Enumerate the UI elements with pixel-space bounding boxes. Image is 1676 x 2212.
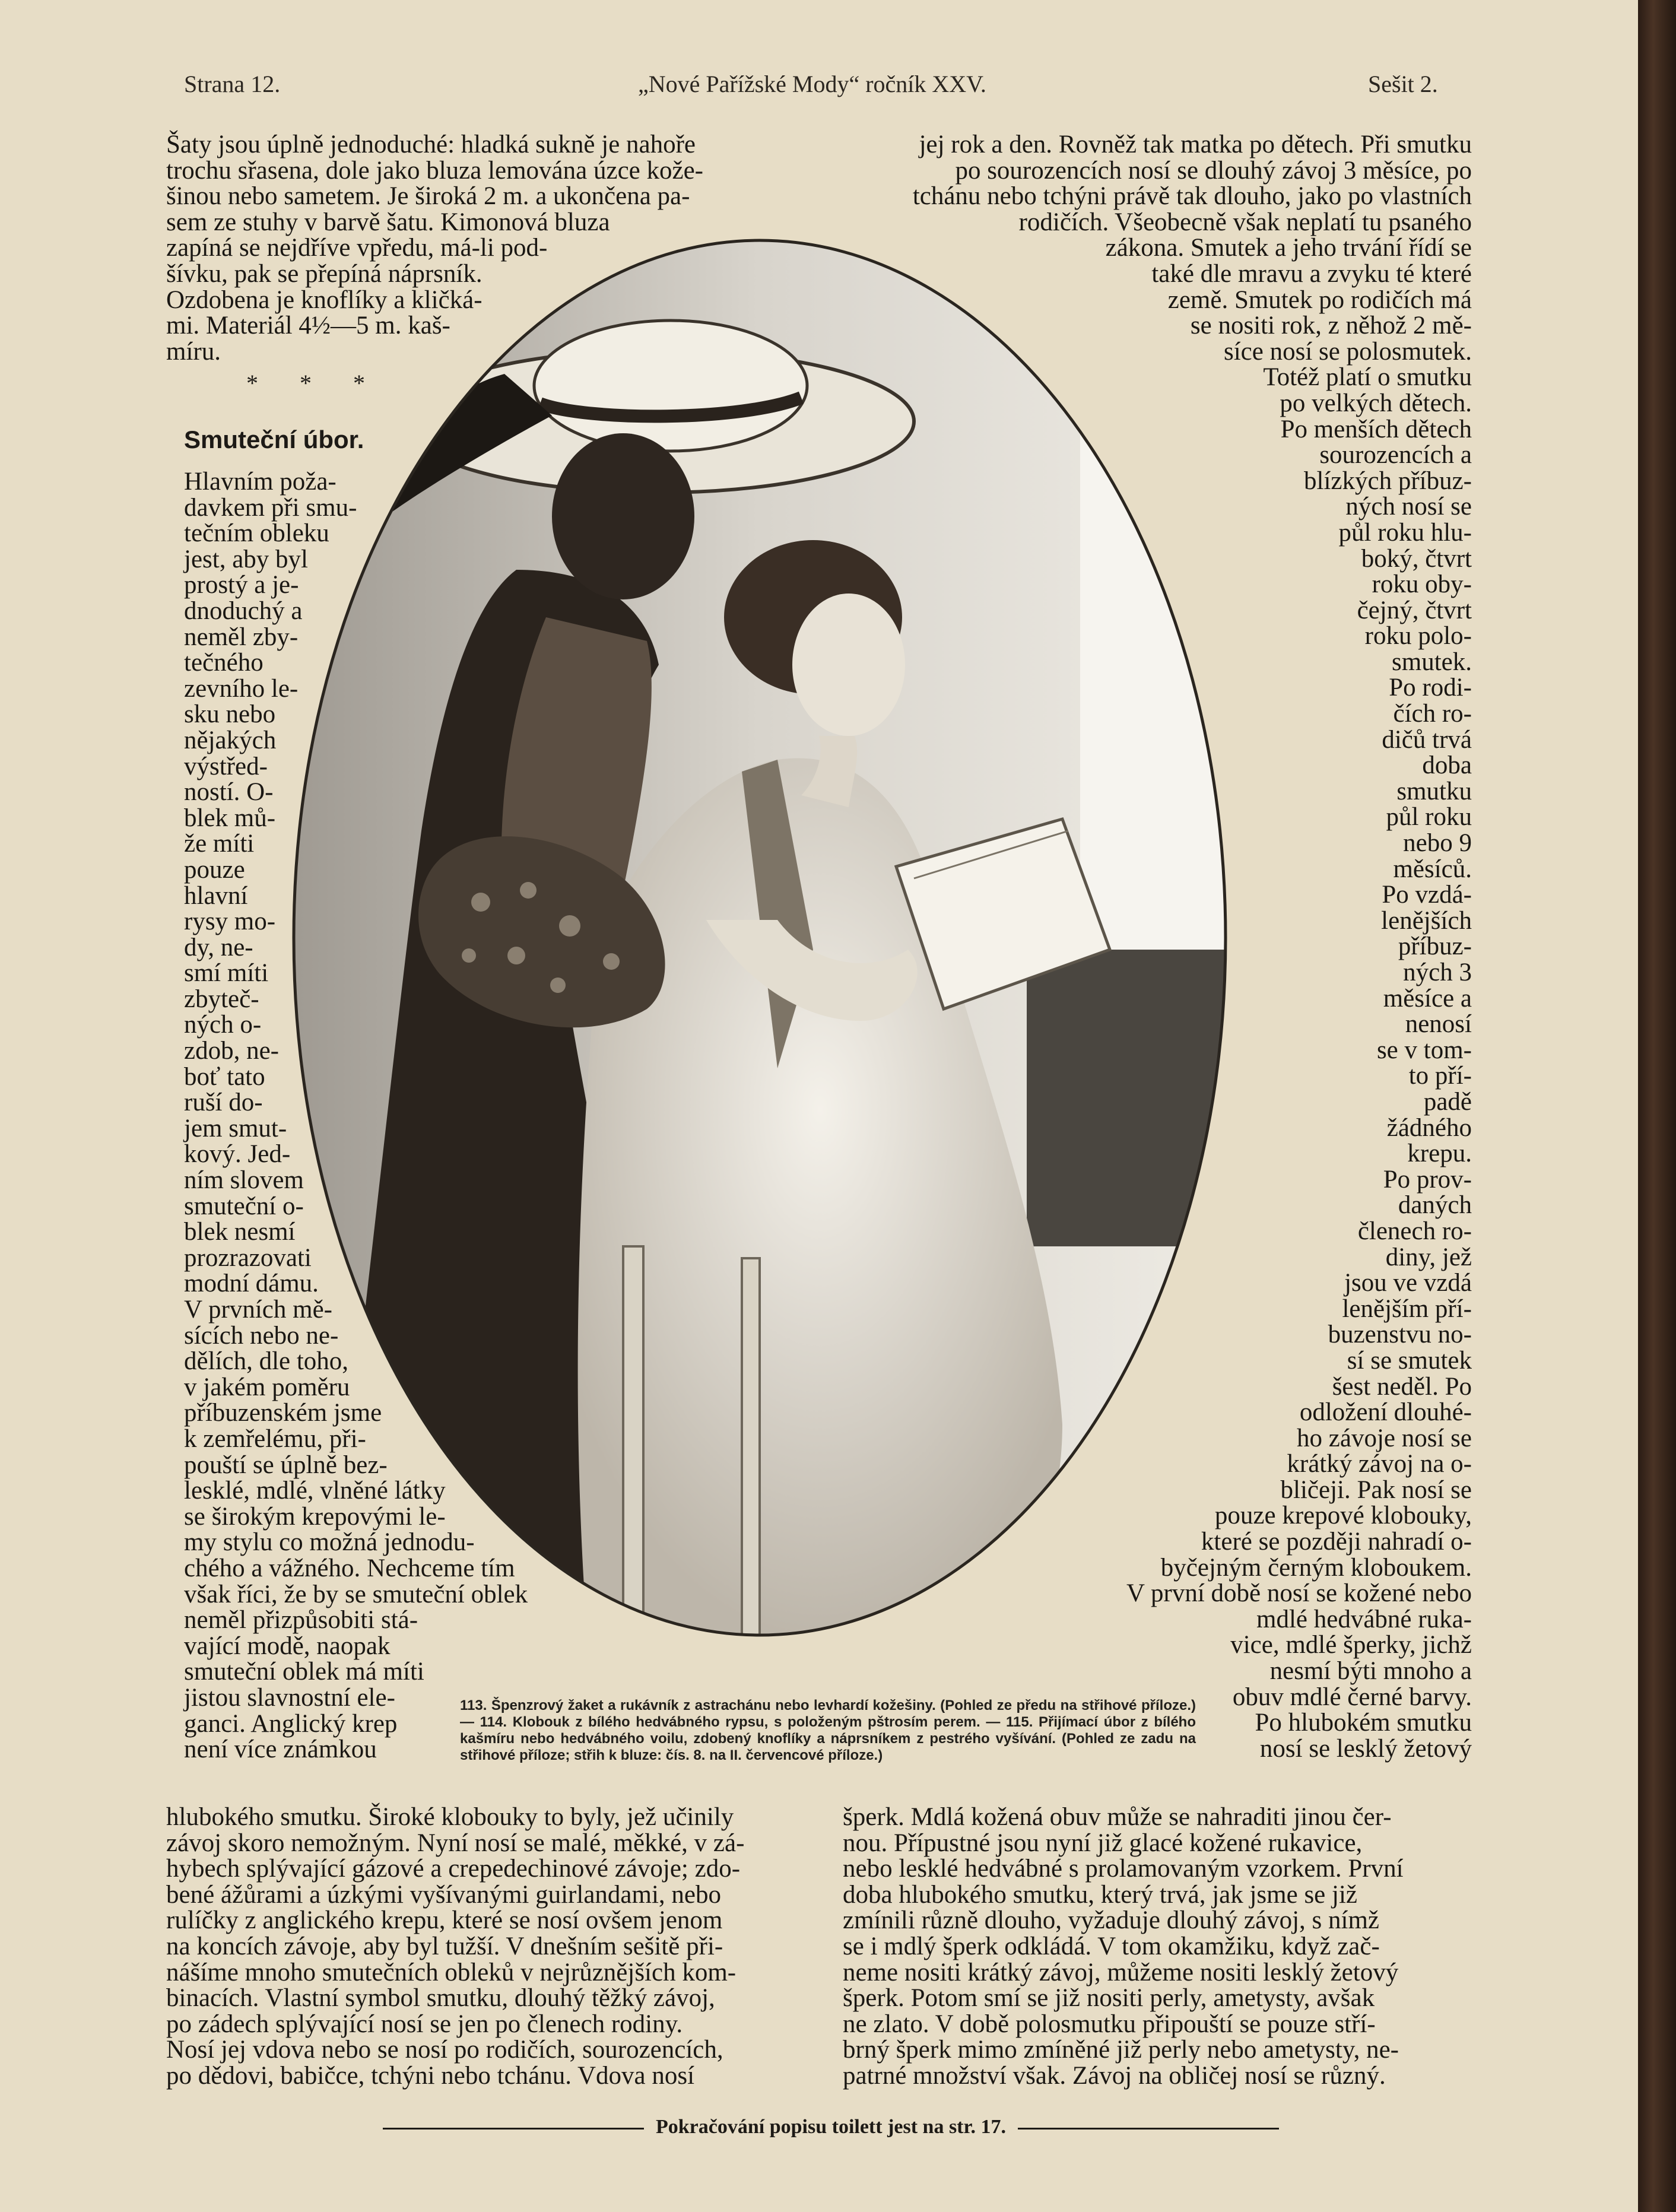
text-line: obuv mdlé černé barvy. (1232, 1683, 1472, 1711)
text-line: dičů trvá (1382, 725, 1472, 754)
text-line: vající modě, naopak (184, 1632, 391, 1660)
text-line: Po vzdá- (1382, 881, 1472, 909)
text-line: blízkých příbuz- (1304, 466, 1472, 495)
text-line: také dle mravu a zvyku té které (1151, 259, 1472, 288)
text-line: krátký závoj na o- (1287, 1450, 1472, 1478)
text-line: výstřed- (184, 752, 268, 780)
section-separator: * * * (246, 370, 383, 396)
text-line: zdob, ne- (184, 1037, 279, 1065)
text-line: bličeji. Pak nosí se (1280, 1475, 1472, 1504)
text-line: měsíců. (1393, 855, 1472, 883)
text-line: sem ze stuhy v barvě šatu. Kimonová bluza (166, 208, 610, 236)
text-line: doba hlubokého smutku, který trvá, jak jsme se již (843, 1880, 1357, 1909)
text-line: ne zlato. V době polosmutku připouští se pouze stří- (843, 2010, 1376, 2038)
text-line: které se později nahradí o- (1201, 1528, 1472, 1556)
text-line: rulíčky z anglického krepu, které se nosí ovšem jenom (166, 1906, 723, 1935)
text-line: měsíce a (1383, 984, 1472, 1013)
text-line: zákona. Smutek a jeho trvání řídí se (1105, 234, 1472, 262)
text-line: nebo 9 (1403, 829, 1472, 858)
text-line: nebo lesklé hedvábné s prolamovaným vzorkem. První (843, 1855, 1404, 1883)
text-line: ruší do- (184, 1088, 263, 1117)
text-line: po velkých dětech. (1280, 389, 1472, 417)
text-line: davkem při smu- (184, 493, 357, 522)
text-line: síce nosí se polosmutek. (1223, 337, 1472, 366)
text-line: ním slovem (184, 1166, 304, 1195)
text-line: smí míti (184, 959, 269, 988)
oval-photo-two-women-reading (291, 237, 1229, 1638)
issue-number: Sešit 2. (1368, 71, 1438, 97)
text-line: byčejným černým kloboukem. (1160, 1553, 1472, 1582)
text-line: boť tato (184, 1062, 265, 1091)
text-line: tchánu nebo tchýni právě tak dlouho, jako po vlastních (912, 182, 1472, 211)
text-line: trochu sřasena, dole jako bluza lemována úzce kože- (166, 156, 703, 185)
footer-rule-right (1018, 2128, 1279, 2130)
text-line: však říci, že by se smuteční oblek (184, 1580, 528, 1608)
text-line: krepu. (1407, 1140, 1472, 1168)
text-line: ných o- (184, 1011, 262, 1039)
left-column-continued (166, 1804, 813, 2089)
text-line: to pří- (1408, 1062, 1472, 1090)
text-line: sourozencích a (1319, 441, 1472, 469)
text-line: dělích, dle toho, (184, 1347, 349, 1376)
text-line: sí se smutek (1347, 1346, 1472, 1375)
text-line: žádného (1386, 1113, 1472, 1142)
text-line: pouze krepové klobouky, (1214, 1502, 1472, 1530)
text-line: neme nositi krátký závoj, můžeme nositi lesklý žetový (843, 1958, 1399, 1986)
text-line: neměl přizpůsobiti stá- (184, 1606, 418, 1635)
text-line: Po menších dětech (1280, 415, 1472, 443)
continuation-text: Pokračování popisu toilett jest na str. 17. (656, 2116, 1006, 2138)
text-line: šperk. Mdlá kožená obuv může se nahraditi jinou čer- (843, 1803, 1392, 1831)
text-line: jsou ve vzdá (1344, 1269, 1472, 1297)
text-line: vice, mdlé šperky, jichž (1230, 1631, 1472, 1659)
text-line: půl roku (1386, 803, 1472, 832)
text-line: nosí se lesklý žetový (1259, 1734, 1472, 1763)
text-line: dnoduchý a (184, 596, 303, 625)
page-number: Strana 12. (184, 71, 281, 97)
text-line: ho závoje nosí se (1297, 1424, 1472, 1452)
text-line: roku oby- (1372, 570, 1472, 599)
footer-rule-left (383, 2128, 644, 2130)
text-line: dy, ne- (184, 933, 253, 961)
text-line: na koncích závoje, aby byl tužší. V dnešním sešitě při- (166, 1932, 723, 1960)
text-line: neměl zby- (184, 623, 299, 651)
text-line: jest, aby byl (184, 545, 308, 573)
text-line: mdlé hedvábné ruka- (1256, 1605, 1472, 1633)
text-line: země. Smutek po rodičích má (1167, 285, 1472, 314)
section-heading: Smuteční úbor. (184, 426, 364, 453)
right-column-continued (843, 1804, 1490, 2089)
text-line: zbyteč- (184, 985, 259, 1013)
text-line: pouze (184, 855, 245, 884)
text-line: lenějších (1381, 906, 1472, 935)
continuation-note (320, 2116, 1341, 2138)
text-line: že míti (184, 830, 255, 858)
text-line: zmínili různě dlouho, vyžaduje dlouhý závoj, s nímž (843, 1906, 1379, 1935)
text-line: binacích. Vlastní symbol smutku, dlouhý těžký závoj, (166, 1984, 715, 2013)
text-line: prostý a je- (184, 571, 299, 599)
text-line: rysy mo- (184, 907, 276, 936)
text-line: smutek. (1392, 648, 1472, 676)
text-line: ných 3 (1403, 959, 1472, 986)
text-line: odložení dlouhé- (1299, 1398, 1472, 1427)
text-line: čejný, čtvrt (1357, 596, 1472, 624)
text-line: ganci. Anglický krep (184, 1709, 398, 1738)
text-line: brný šperk mimo zmíněné již perly nebo ametysty, ne- (843, 2036, 1399, 2064)
text-line: v jakém poměru (184, 1373, 350, 1401)
text-line: diny, jež (1385, 1243, 1472, 1271)
text-line: členech ro- (1357, 1217, 1472, 1245)
text-line: bené ážůrami a úzkými vyšívanými guirlandami, nebo (166, 1880, 721, 1909)
text-line: hlavní (184, 881, 248, 910)
text-line: nesmí býti mnoho a (1269, 1657, 1472, 1686)
text-line: chého a vážného. Nechceme tím (184, 1554, 515, 1582)
text-line: lesklé, mdlé, vlněné látky (184, 1477, 446, 1505)
text-line: jistou slavnostní ele- (184, 1683, 395, 1712)
text-line: blek mů- (184, 804, 276, 832)
text-line: jem smut- (184, 1114, 287, 1143)
text-line: smuteční o- (184, 1192, 304, 1220)
text-line: modní dámu. (184, 1270, 319, 1298)
text-line: rodičích. Všeobecně však neplatí tu psaného (1018, 208, 1472, 236)
text-line: jej rok a den. Rovněž tak matka po dětech. Při smutku (919, 131, 1472, 158)
magazine-title: „Nové Pařížské Mody“ ročník XXV. (638, 71, 986, 97)
text-line: V prvních mě- (184, 1296, 332, 1324)
text-line: šperk. Potom smí se již nositi perly, ametysty, avšak (843, 1984, 1375, 2013)
text-line: Po prov- (1383, 1165, 1472, 1194)
text-line: hlubokého smutku. Široké klobouky to byly, jež učinily (166, 1803, 734, 1831)
text-line: sku nebo (184, 700, 276, 729)
text-line: není více známkou (184, 1735, 377, 1764)
page-binding-edge (1638, 0, 1676, 2212)
text-line: Nosí jej vdova nebo se nosí po rodičích, sourozencích, (166, 2036, 723, 2064)
text-line: po zádech splývající nosí se jen po členech rodiny. (166, 2010, 683, 2038)
text-line: zapíná se nejdříve vpředu, má-li pod- (166, 234, 548, 262)
text-line: smutku (1396, 777, 1472, 805)
text-line: závoj skoro nemožným. Nyní nosí se malé, měkké, v zá- (166, 1829, 745, 1857)
text-line: šívku, pak se přepíná náprsník. (166, 259, 483, 288)
text-line: hybech splývající gázové a crepedechinové závoje; zdo- (166, 1855, 741, 1883)
text-line: půl roku hlu- (1338, 518, 1472, 547)
text-line: po sourozencích nosí se dlouhý závoj 3 měsíce, po (955, 156, 1472, 185)
text-line: sících nebo ne- (184, 1321, 339, 1350)
text-line: daných (1398, 1191, 1472, 1220)
text-line: k zemřelému, při- (184, 1424, 366, 1453)
text-line: tečním obleku (184, 519, 329, 548)
text-line: čích ro- (1393, 700, 1472, 728)
text-line: kový. Jed- (184, 1140, 291, 1169)
text-line: V první době nosí se kožené nebo (1126, 1579, 1472, 1608)
text-line: nášíme mnoho smutečních obleků v nejrůznějších kom- (166, 1958, 737, 1986)
text-line: tečného (184, 649, 264, 677)
text-line: Ozdobena je knoflíky a kličká- (166, 285, 483, 314)
text-line: mi. Materiál 4½—5 m. kaš- (166, 312, 450, 340)
text-line: boký, čtvrt (1361, 544, 1472, 573)
text-line: patrné množství však. Závoj na obličej nosí se různý. (843, 2061, 1386, 2090)
text-line: Po hlubokém smutku (1255, 1709, 1472, 1737)
text-line: prozrazovati (184, 1243, 312, 1272)
text-line: Hlavním poža- (184, 468, 337, 496)
text-line: buzenstvu no- (1328, 1321, 1472, 1349)
text-line: Totéž platí o smutku (1263, 363, 1472, 392)
text-line: šinou nebo sametem. Je široká 2 m. a ukončena pa- (166, 182, 690, 211)
text-line: Po rodi- (1389, 674, 1472, 702)
text-line: se nositi rok, z něhož 2 mě- (1190, 312, 1472, 340)
text-line: se v tom- (1376, 1036, 1472, 1064)
text-line: ností. O- (184, 778, 274, 807)
text-line: míru. (166, 337, 221, 366)
text-line: zevního le- (184, 674, 299, 703)
text-line: nou. Přípustné jsou nyní již glacé kožené rukavice, (843, 1829, 1363, 1857)
text-line: doba (1422, 751, 1472, 780)
text-line: my stylu co možná jednodu- (184, 1528, 475, 1557)
text-line: roku polo- (1364, 622, 1472, 650)
text-line: padě (1423, 1087, 1472, 1116)
text-line: nějakých (184, 726, 277, 754)
text-line: příbuzenském jsme (184, 1399, 382, 1427)
figure-caption: 113. Špenzrový žaket a rukávník z astrachánu nebo levhardí kožešiny. (Pohled ze předu na střihové příloze.) — 114. Klobouk z bílého hedvábného rypsu, s položeným pštrosím perem. — 115. Přijímací úbor z bílého kašmíru nebo hedvábného voilu, zdobený knoflíky a náprsníkem z pestrého vyšívání. (Pohled ze zadu na střihové příloze; střih k bluze: čís. 8. na II. červencové příloze.) (460, 1697, 1196, 1763)
text-line: ných nosí se (1345, 493, 1472, 521)
text-line: šest neděl. Po (1332, 1372, 1472, 1401)
text-line: lenějším pří- (1342, 1294, 1472, 1323)
text-line: po dědovi, babičce, tchýni nebo tchánu. Vdova nosí (166, 2061, 695, 2090)
text-line: blek nesmí (184, 1218, 296, 1246)
text-line: Šaty jsou úplně jednoduché: hladká sukně je nahoře (166, 131, 696, 158)
text-line: se širokým krepovými le- (184, 1502, 446, 1531)
text-line: nenosí (1405, 1010, 1472, 1039)
text-line: smuteční oblek má míti (184, 1658, 424, 1686)
text-line: příbuz- (1398, 932, 1472, 961)
text-line: pouští se úplně bez- (184, 1451, 388, 1479)
text-line: se i mdlý šperk odkládá. V tom okamžiku, když zač- (843, 1932, 1380, 1960)
